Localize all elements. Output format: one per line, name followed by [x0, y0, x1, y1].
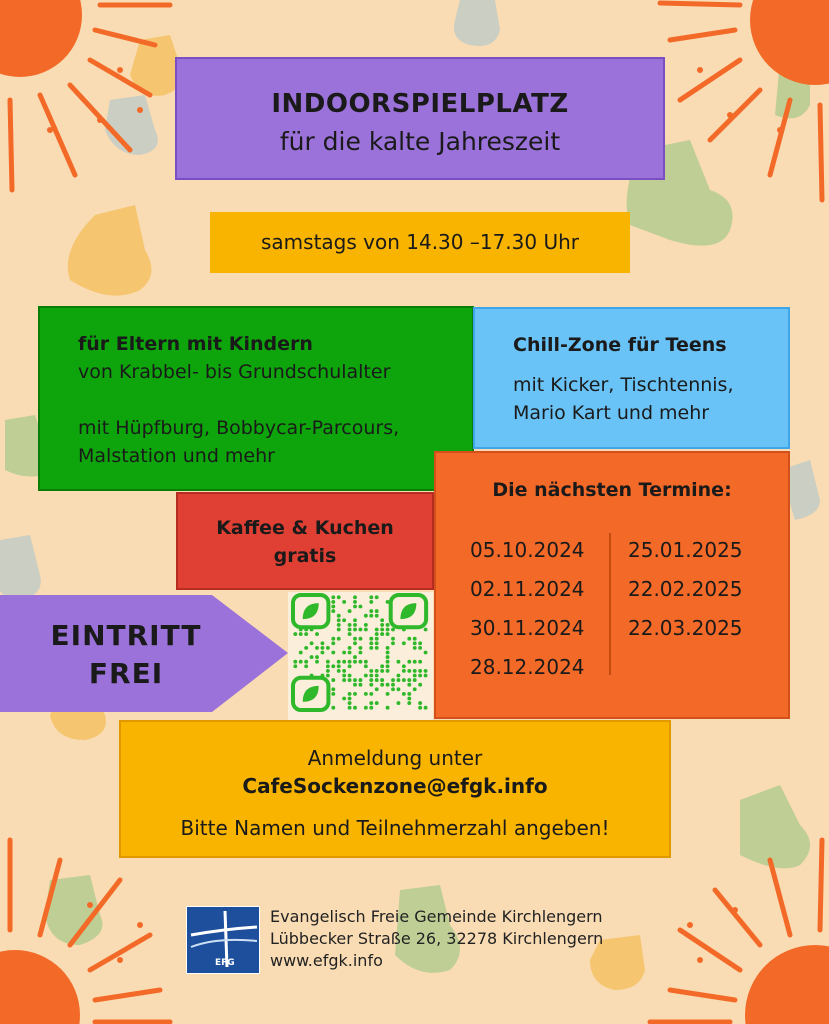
- footer-address: Lübbecker Straße 26, 32278 Kirchlengern: [270, 929, 604, 948]
- dates-box: [434, 451, 790, 719]
- date-item: 30.11.2024: [470, 616, 585, 640]
- sun-icon: [650, 840, 829, 1024]
- footer-text: [270, 906, 603, 972]
- teens-line-1: mit Kicker, Tischtennis,: [513, 374, 734, 396]
- qr-code-icon[interactable]: [288, 592, 433, 720]
- dates-left-column: [470, 531, 585, 687]
- parents-box: [38, 306, 474, 491]
- anmeldung-email[interactable]: CafeSockenzone@efgk.info: [242, 774, 548, 798]
- eintritt-line-1: EINTRITT: [50, 619, 202, 652]
- title-main: INDOORSPIELPLATZ: [271, 89, 569, 119]
- date-item: 22.03.2025: [628, 616, 743, 640]
- footer-website[interactable]: www.efgk.info: [270, 951, 383, 970]
- title-box: [175, 57, 665, 180]
- anmeldung-note: Bitte Namen und Teilnehmerzahl angeben!: [180, 816, 610, 840]
- cross-logo-icon: [186, 906, 260, 974]
- dates-divider: [609, 533, 611, 675]
- date-item: 25.01.2025: [628, 538, 743, 562]
- date-item: 28.12.2024: [470, 655, 585, 679]
- parents-heading: für Eltern mit Kindern: [78, 333, 313, 355]
- dates-heading: Die nächsten Termine:: [492, 479, 732, 501]
- eintritt-line-2: FREI: [88, 657, 164, 690]
- teens-heading: Chill-Zone für Teens: [513, 334, 727, 356]
- kaffee-line-2: gratis: [273, 545, 337, 567]
- anmeldung-line-1: Anmeldung unter: [307, 746, 483, 770]
- parents-activities-2: Malstation und mehr: [78, 445, 275, 467]
- kaffee-line-1: Kaffee & Kuchen: [216, 517, 394, 539]
- teens-line-2: Mario Kart und mehr: [513, 402, 710, 424]
- date-item: 22.02.2025: [628, 577, 743, 601]
- date-item: 02.11.2024: [470, 577, 585, 601]
- title-sub: für die kalte Jahreszeit: [279, 127, 561, 156]
- parents-age: von Krabbel- bis Grundschulalter: [78, 361, 391, 383]
- parents-activities-1: mit Hüpfburg, Bobbycar-Parcours,: [78, 417, 400, 439]
- footer: [186, 906, 656, 976]
- logo-text: EFG: [215, 958, 235, 968]
- eintritt-text: [0, 617, 252, 693]
- time-box: samstags von 14.30 –17.30 Uhr: [210, 212, 630, 273]
- sun-icon: [0, 0, 170, 190]
- dates-right-column: [628, 531, 743, 648]
- kaffee-box: [176, 492, 434, 590]
- date-item: 05.10.2024: [470, 538, 585, 562]
- teens-box: [473, 307, 790, 449]
- anmeldung-box: [119, 720, 671, 858]
- footer-org: Evangelisch Freie Gemeinde Kirchlengern: [270, 907, 603, 926]
